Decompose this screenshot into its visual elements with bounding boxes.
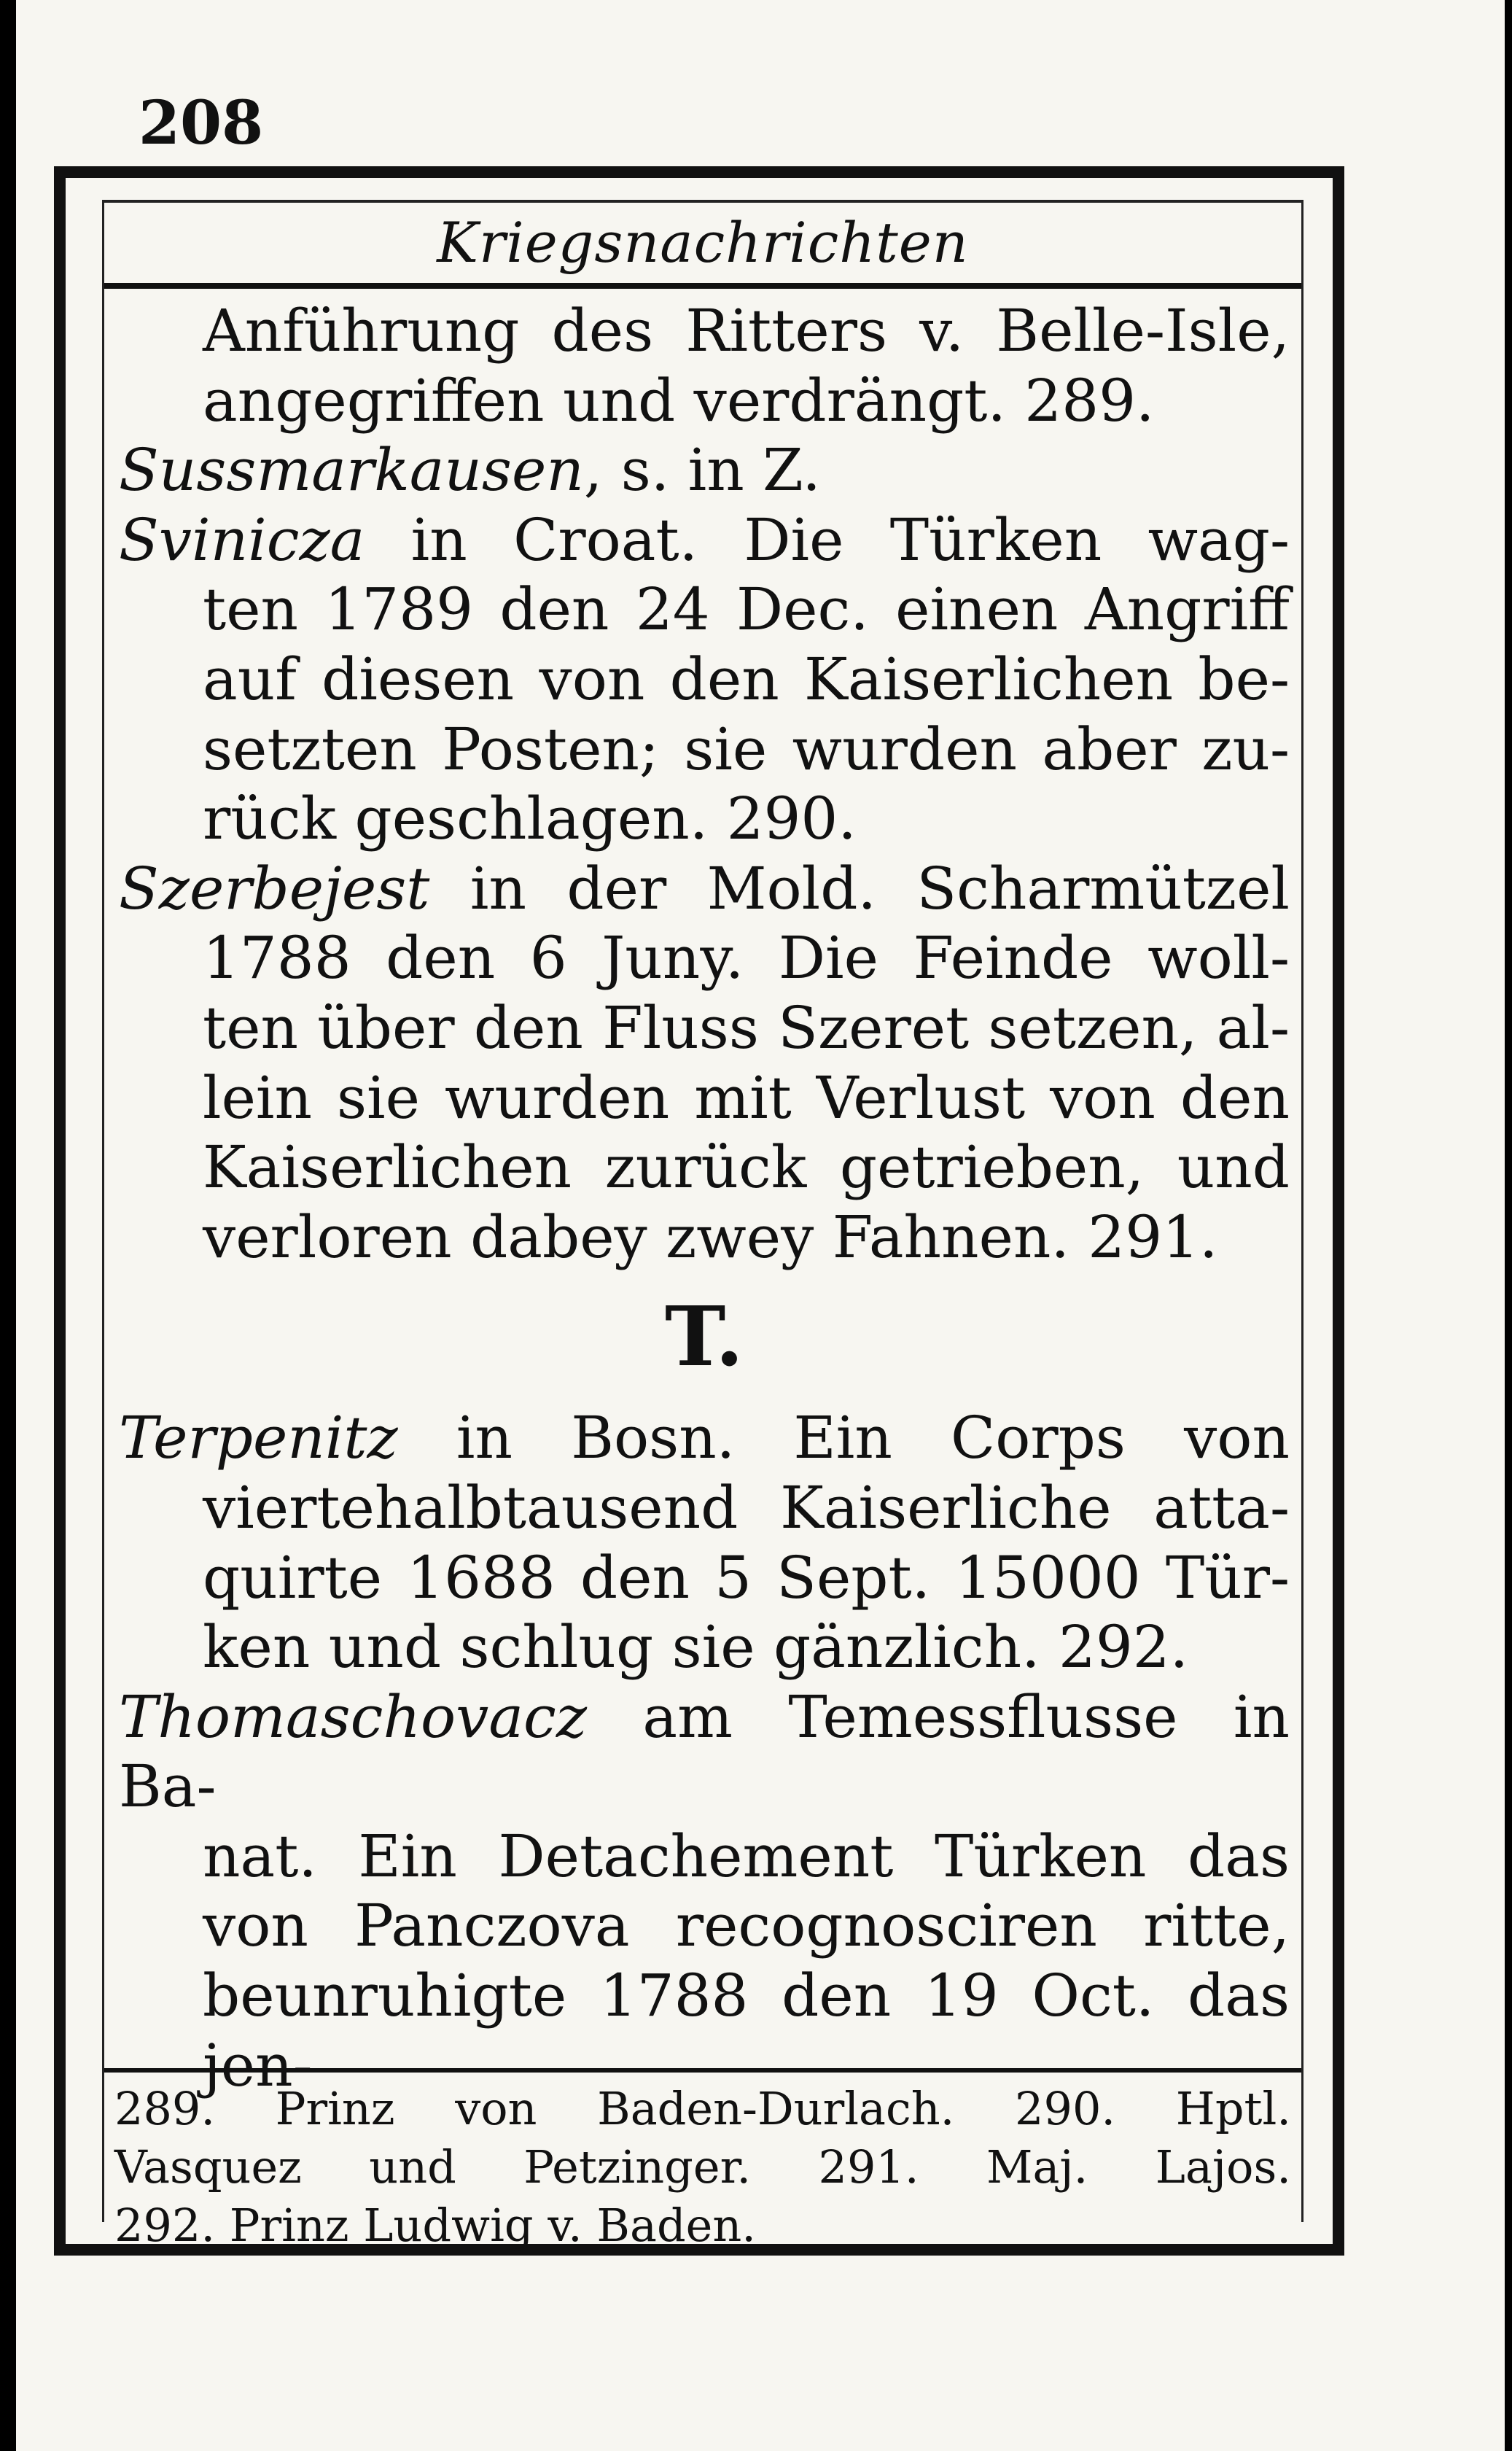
entry-text: lein sie wurden mit Verlust von den — [203, 1063, 1290, 1132]
entry-line — [119, 1682, 1290, 1822]
inner-frame — [102, 200, 1303, 2252]
entry-text: ten 1789 den 24 Dec. einen Angriff — [203, 575, 1290, 644]
entry-line — [119, 435, 1290, 505]
page-number: 208 — [139, 88, 264, 158]
entries-t — [119, 1403, 1290, 2100]
text-body — [104, 287, 1301, 2100]
entry-text: 1788 den 6 Juny. Die Feinde woll- — [203, 924, 1290, 993]
entry — [119, 854, 1290, 1273]
entry-text: in Bosn. Ein Corps von — [397, 1404, 1290, 1472]
entry-line — [119, 1133, 1290, 1203]
entries-s — [119, 296, 1290, 1272]
entry-text: ken und schlug sie gänzlich. 292. — [203, 1613, 1189, 1682]
entry-line — [119, 1612, 1290, 1682]
entry-line — [119, 296, 1290, 366]
entry-text: auf diesen von den Kaiserlichen be- — [203, 645, 1290, 713]
entry-line — [119, 1063, 1290, 1133]
place-name: Sviniczа — [119, 505, 365, 574]
place-name: Terpenitz — [119, 1404, 398, 1472]
running-header-title: Kriegsnachrichten — [437, 210, 969, 275]
entry-line — [119, 1891, 1290, 1961]
entry-text: nat. Ein Detachement Türken das — [203, 1822, 1290, 1890]
entry-line — [119, 854, 1290, 924]
entry — [119, 296, 1290, 435]
entry-text: angegriffen und verdrängt. 289. — [203, 366, 1155, 435]
page-frame — [54, 166, 1344, 2256]
footnote-line: 289. Prinz von Baden-Durlach. 290. Hptl. — [114, 2082, 1291, 2135]
footnote-line: 292. Prinz Ludwig v. Baden. — [114, 2199, 756, 2252]
entry — [119, 1682, 1290, 2101]
entry-text: Kaiserlichen zurück getrieben, und — [203, 1133, 1290, 1202]
entry-text: setzten Posten; sie wurden aber zu- — [203, 715, 1290, 783]
entry-line — [119, 575, 1290, 645]
entry-text: beunruhigte 1788 den 19 Oct. das jen- — [203, 1962, 1290, 2100]
footnotes — [104, 2068, 1301, 2252]
entry-text: in Croat. Die Türken wag- — [365, 505, 1290, 574]
scan-edge-right — [1505, 0, 1512, 2451]
entry-line — [119, 923, 1290, 993]
footnote-line: Vasquez und Petzinger. 291. Maj. Lajos. — [114, 2140, 1291, 2194]
entry-line — [119, 993, 1290, 1063]
entry-text: viertehalbtausend Kaiserliche atta- — [203, 1473, 1290, 1542]
entry-line — [119, 1543, 1290, 1613]
entry-line — [119, 366, 1290, 436]
entry — [119, 1403, 1290, 1682]
entry-line — [119, 1822, 1290, 1892]
entry-text: quirte 1688 den 5 Sept. 15000 Tür- — [203, 1543, 1290, 1612]
section-letter: T. — [665, 1289, 744, 1386]
scan-edge-left — [0, 0, 16, 2451]
entry-text: , s. in Z. — [583, 436, 821, 505]
entry-text: Anführung des Ritters v. Belle-Isle, — [203, 297, 1290, 365]
entry-text: von Panczova recognosciren ritte, — [203, 1892, 1290, 1960]
entry-line — [119, 1473, 1290, 1543]
entry — [119, 505, 1290, 854]
place-name: Sussmarkausen — [119, 436, 584, 505]
entry-text: in der Mold. Scharmützel — [429, 854, 1290, 922]
entry-line — [119, 1403, 1290, 1473]
entry-line — [119, 505, 1290, 575]
entry-line — [119, 1203, 1290, 1273]
entry — [119, 435, 1290, 505]
place-name: Thomaschovacz — [119, 1682, 587, 1751]
entry-line — [119, 645, 1290, 715]
entry-text: verloren dabey zwey Fahnen. 291. — [203, 1203, 1218, 1271]
entry-line — [119, 715, 1290, 785]
entry-text: ten über den Fluss Szeret setzen, al- — [203, 993, 1290, 1062]
entry-text: rück geschlagen. 290. — [203, 785, 857, 853]
place-name: Szerbejest — [119, 854, 430, 922]
running-header — [104, 200, 1301, 289]
entry-text: am Temessflusse in Ba- — [119, 1682, 1290, 1821]
entry-line — [119, 784, 1290, 854]
